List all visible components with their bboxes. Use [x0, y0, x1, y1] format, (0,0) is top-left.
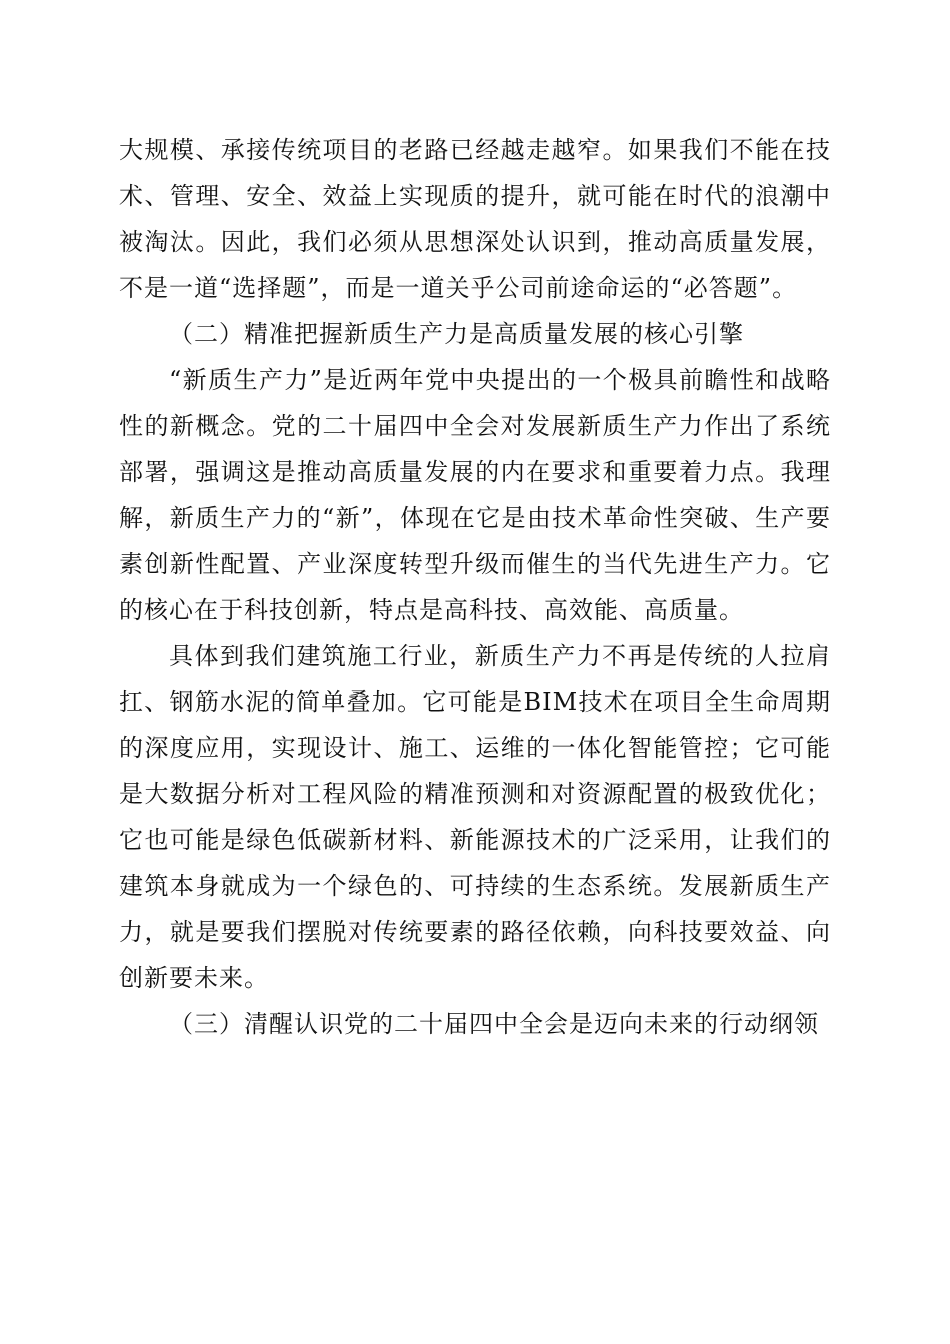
- paragraph-continuation: 大规模、承接传统项目的老路已经越走越窄。如果我们不能在技术、管理、安全、效益上实现质的提升，就可能在时代的浪潮中被淘汰。因此，我们必须从思想深处认识到，推动高质量发展，不是一道“选择题”，而是一道关乎公司前途命运的“必答题”。: [119, 136, 831, 302]
- section-heading-3: （三）清醒认识党的二十届四中全会是迈向未来的行动纲领: [169, 1010, 819, 1038]
- paragraph-new-productivity-definition: “新质生产力”是近两年党中央提出的一个极具前瞻性和战略性的新概念。党的二十届四中全会对发展新质生产力作出了系统部署，强调这是推动高质量发展的内在要求和重要着力点。我理解，新质生产力的“新”，体现在它是由技术革命性突破、生产要素创新性配置、产业深度转型升级而催生的当代先进生产力。它的核心在于科技创新，特点是高科技、高效能、高质量。: [119, 366, 831, 624]
- document-body: [119, 127, 831, 1047]
- section-heading-2: （二）精准把握新质生产力是高质量发展的核心引擎: [169, 320, 744, 348]
- paragraph-construction-industry: 具体到我们建筑施工行业，新质生产力不再是传统的人拉肩扛、钢筋水泥的简单叠加。它可能是BIM技术在项目全生命周期的深度应用，实现设计、施工、运维的一体化智能管控；它可能是大数据分析对工程风险的精准预测和对资源配置的极致优化；它也可能是绿色低碳新材料、新能源技术的广泛采用，让我们的建筑本身就成为一个绿色的、可持续的生态系统。发展新质生产力，就是要我们摆脱对传统要素的路径依赖，向科技要效益、向创新要未来。: [119, 642, 831, 992]
